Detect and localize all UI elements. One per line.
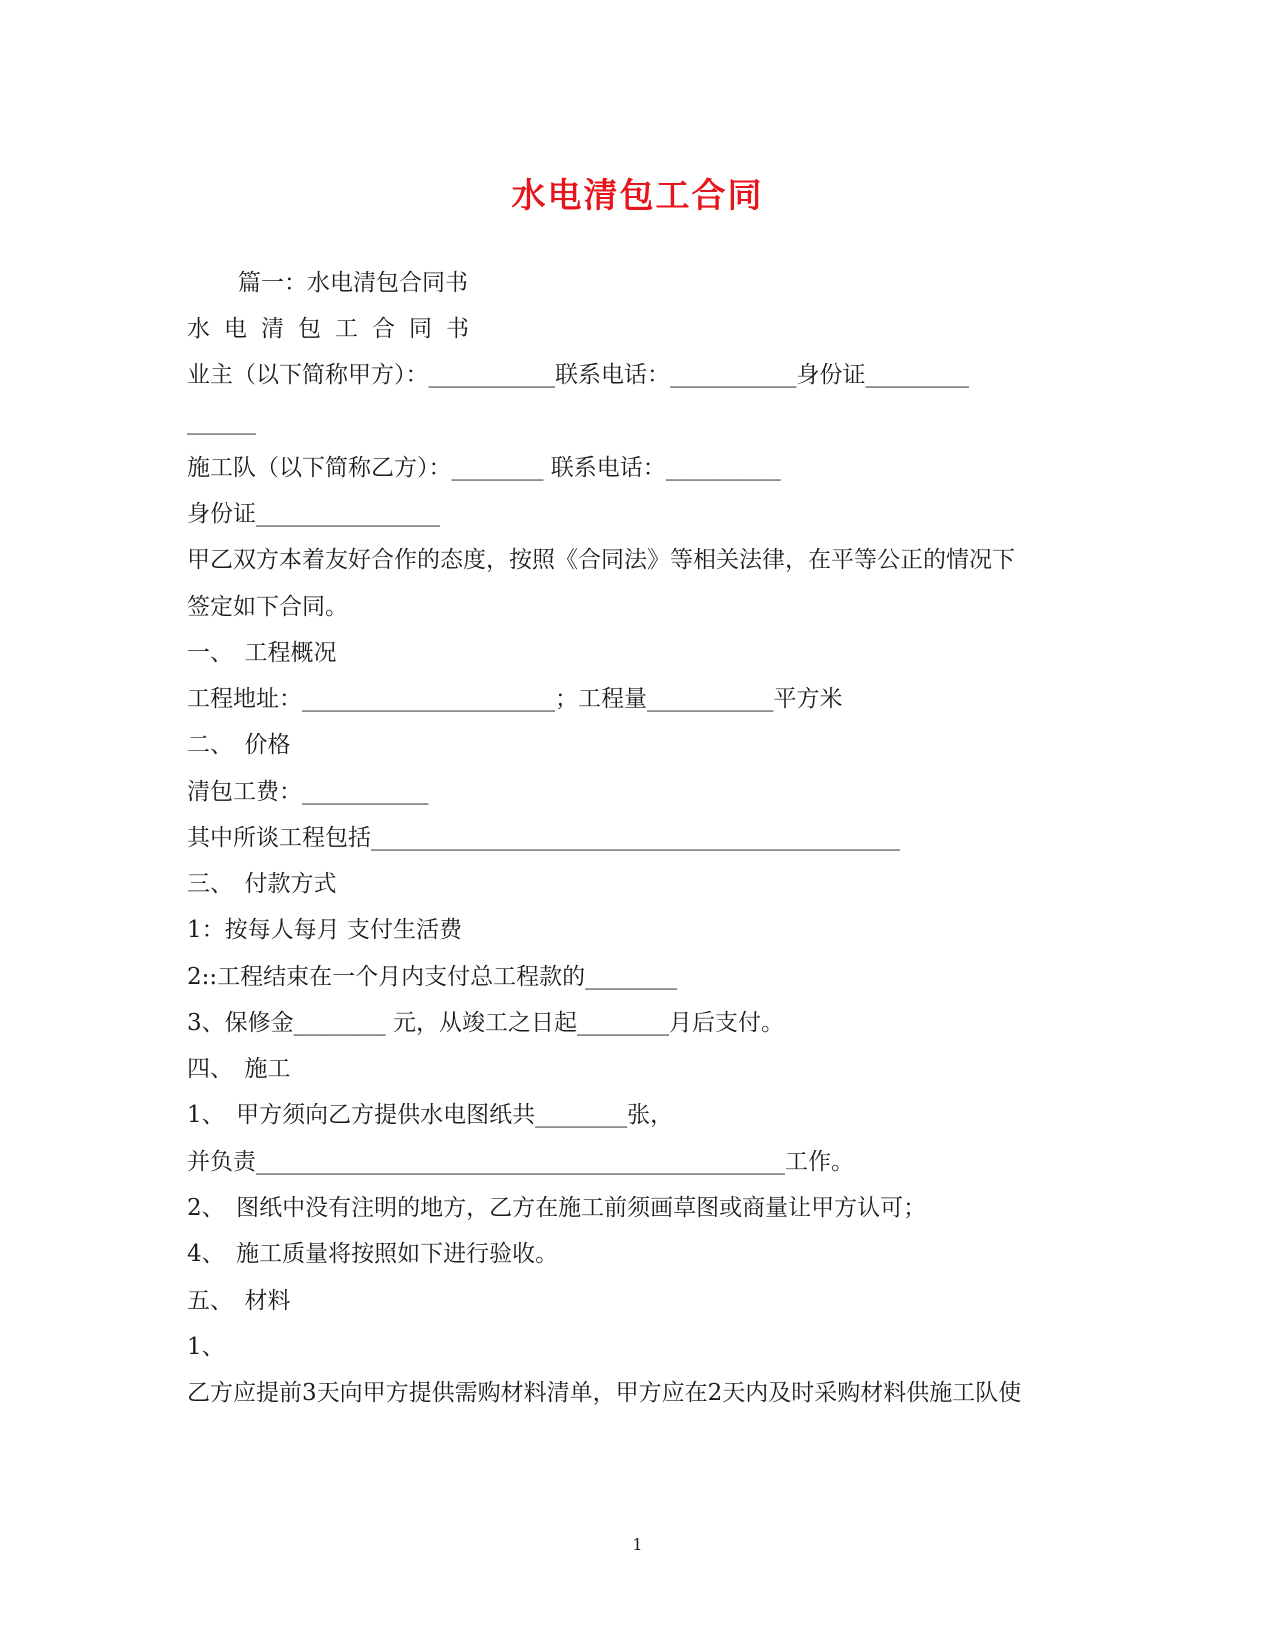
- construction-item-1: 1、 甲方须向乙方提供水电图纸共________张，: [187, 1102, 674, 1128]
- clause-heading-price: 二、 价格: [187, 732, 291, 758]
- construction-item-2: 2、 图纸中没有注明的地方，乙方在施工前须画草图或商量让甲方认可；: [187, 1195, 927, 1221]
- construction-item-1-continued: 并负责______________________________________________工作。: [187, 1149, 854, 1175]
- clause-heading-construction: 四、 施工: [187, 1056, 291, 1082]
- contractor-id-line: 身份证________________: [187, 501, 440, 527]
- contractor-line: 施工队（以下简称乙方）：________ 联系电话：__________: [187, 455, 781, 481]
- materials-item-1: 1、: [187, 1334, 225, 1360]
- payment-item-1: 1：按每人每月 支付生活费: [187, 917, 462, 943]
- clause-heading-payment: 三、 付款方式: [187, 871, 337, 897]
- construction-item-4: 4、 施工质量将按照如下进行验收。: [187, 1241, 559, 1267]
- document-title: 水电清包工合同: [511, 176, 764, 216]
- owner-line: 业主（以下简称甲方）：___________联系电话：___________身份证_________: [187, 362, 969, 388]
- preamble-line-continued: 签定如下合同。: [187, 594, 348, 620]
- project-address-line: 工程地址：______________________；工程量___________平方米: [187, 686, 843, 712]
- payment-item-3: 3、保修金________ 元，从竣工之日起________月后支付。: [187, 1010, 784, 1036]
- contract-subtitle: 水电清包工合同书: [187, 316, 483, 342]
- clause-heading-materials: 五、 材料: [187, 1288, 291, 1314]
- page-number: 1: [632, 1535, 643, 1554]
- payment-item-2: 2::工程结束在一个月内支付总工程款的________: [187, 964, 678, 990]
- labor-fee-line: 清包工费：___________: [187, 779, 429, 805]
- section-heading: 篇一：水电清包合同书: [238, 270, 468, 296]
- materials-item-1-text: 乙方应提前3天向甲方提供需购材料清单，甲方应在2天内及时采购材料供施工队使: [187, 1380, 1022, 1406]
- owner-line-continued: ______: [187, 409, 256, 435]
- scope-line: 其中所谈工程包括______________________________________________: [187, 825, 900, 851]
- clause-heading-overview: 一、 工程概况: [187, 640, 337, 666]
- preamble-line: 甲乙双方本着友好合作的态度，按照《合同法》等相关法律，在平等公正的情况下: [187, 547, 1015, 573]
